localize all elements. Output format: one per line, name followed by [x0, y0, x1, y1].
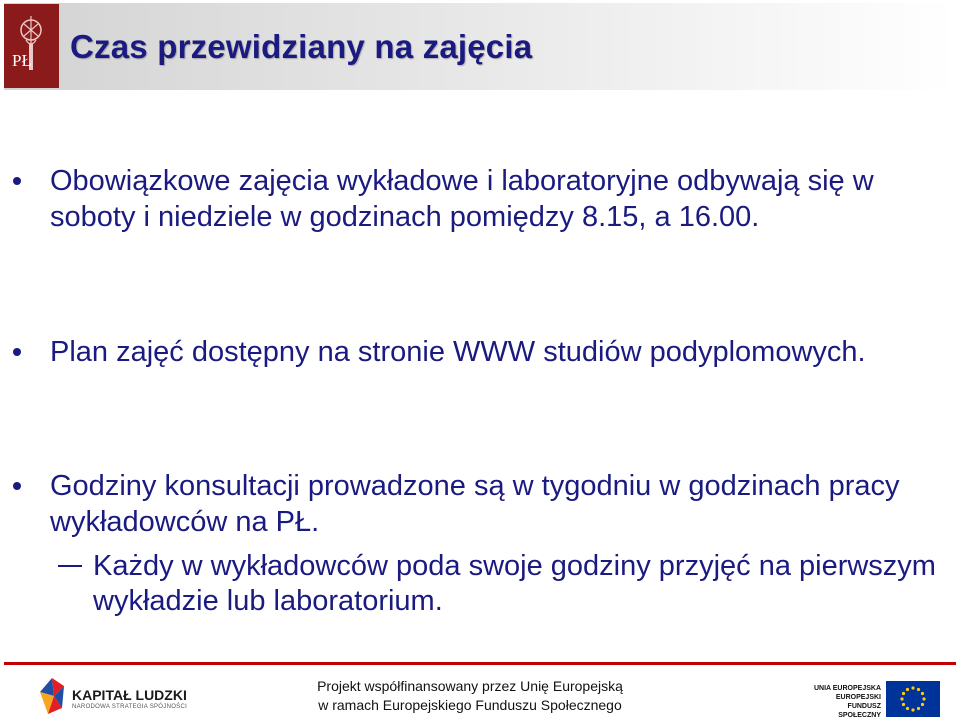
slide-footer: [0, 666, 959, 725]
logo-letters: PŁ: [12, 51, 32, 70]
dash-icon: [58, 565, 82, 567]
kapital-ludzki-label: KAPITAŁ LUDZKI: [72, 687, 187, 703]
kapital-ludzki-logo-icon: [38, 674, 66, 718]
bullet-text: Godziny konsultacji prowadzone są w tygodniu w godzinach pracy wykładowców na PŁ.: [50, 470, 900, 538]
kapital-ludzki-sublabel: NARODOWA STRATEGIA SPÓJNOŚCI: [72, 704, 188, 710]
eu-flag-icon: [886, 681, 940, 717]
eu-label: [805, 684, 881, 720]
bullet-dot-icon: [13, 177, 21, 185]
bullet-dot-icon: [13, 482, 21, 490]
funding-line-1: Projekt współfinansowany przez Unię Europejską: [317, 678, 623, 694]
footer-divider: [4, 662, 956, 665]
eu-label-line-1: UNIA EUROPEJSKA: [813, 685, 881, 692]
bullet-dot-icon: [13, 348, 21, 356]
eu-label-line-3: FUNDUSZ SPOŁECZNY: [838, 703, 881, 719]
bullet-text: Obowiązkowe zajęcia wykładowe i laboratoryjne odbywają się w soboty i niedziele w godzinach pomiędzy 8.15, a 16.00.: [50, 165, 874, 233]
eu-label-line-2: EUROPEJSKI: [835, 694, 881, 701]
funding-line-2: w ramach Europejskiego Funduszu Społecznego: [318, 697, 622, 713]
bullet-item: [50, 468, 945, 540]
bullet-item: [50, 334, 945, 370]
slide-title: Czas przewidziany na zajęcia: [70, 28, 533, 65]
funding-note: [290, 677, 650, 715]
bullet-item: [50, 163, 945, 235]
sub-bullet-item: [93, 549, 948, 619]
bullet-text: Plan zajęć dostępny na stronie WWW studiów podyplomowych.: [50, 336, 866, 368]
sub-bullet-text: Każdy w wykładowców poda swoje godziny przyjęć na pierwszym wykładzie lub laboratorium.: [93, 550, 936, 617]
